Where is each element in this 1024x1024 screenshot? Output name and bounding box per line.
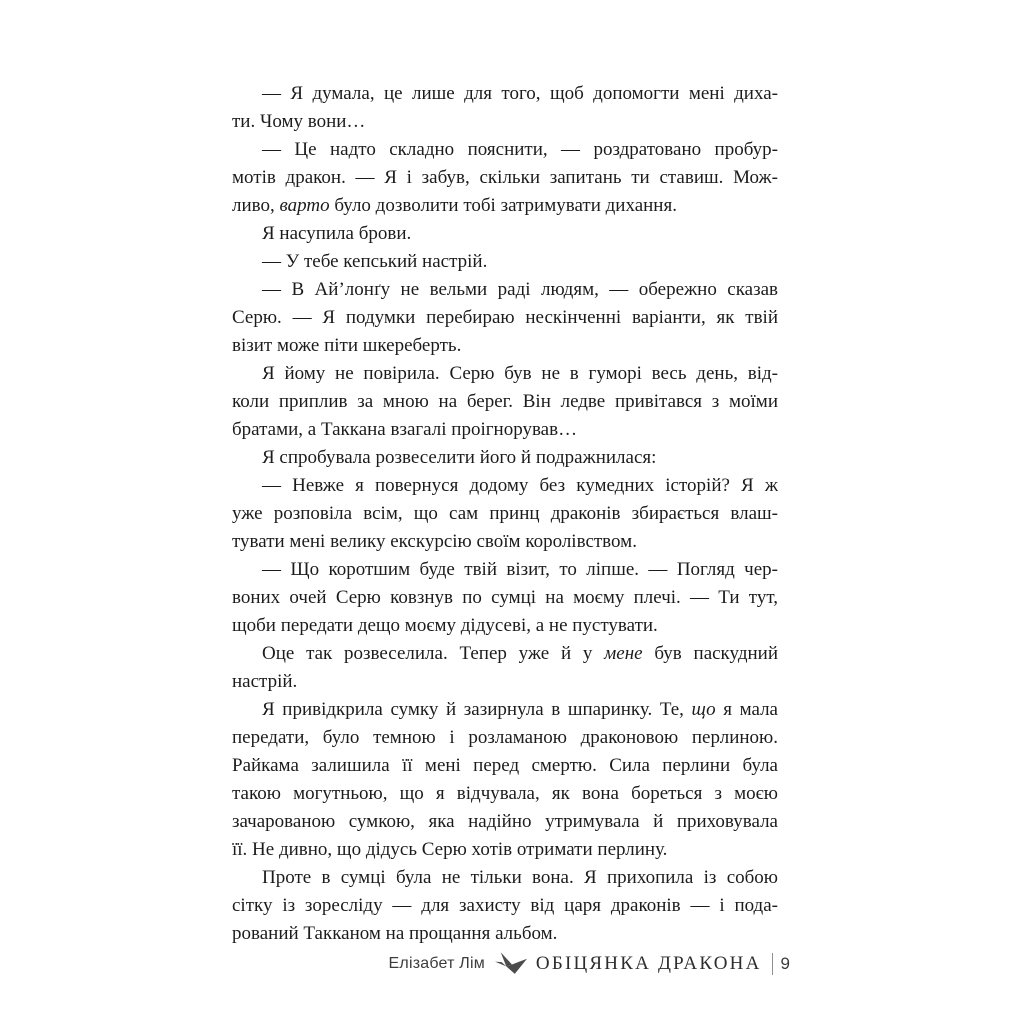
text-segment: Я спробувала розвеселити його й подражнилася: xyxy=(262,447,657,468)
paragraph xyxy=(232,276,778,360)
text-segment: уже розповіла всім, що сам принц драконів збирається влаш- xyxy=(232,503,778,524)
origami-crane-icon xyxy=(495,952,527,975)
text-segment: я мала xyxy=(715,699,778,720)
text-segment: сітку із зоресліду — для захисту від царя драконів — і пода- xyxy=(232,895,778,916)
text-segment: Я насупила брови. xyxy=(262,223,412,244)
text-line xyxy=(232,80,778,108)
text-line xyxy=(232,724,778,752)
book-title: ОБІЦЯНКА ДРАКОНА xyxy=(535,952,762,974)
paragraph xyxy=(232,248,778,276)
paragraph xyxy=(232,220,778,248)
text-segment: ти. Чому вони… xyxy=(232,111,366,132)
text-segment: Я привідкрила сумку й зазирнула в шпаринку. Те, xyxy=(262,699,692,720)
text-segment: — У тебе кепський настрій. xyxy=(262,251,488,272)
text-line xyxy=(232,556,778,584)
text-line xyxy=(232,892,778,920)
paragraph xyxy=(232,696,778,864)
text-line xyxy=(232,332,778,360)
text-line xyxy=(232,864,778,892)
page-text xyxy=(232,80,778,948)
footer-divider xyxy=(772,953,773,975)
text-line xyxy=(232,836,778,864)
page-number: 9 xyxy=(780,953,790,973)
text-line xyxy=(232,500,778,528)
text-line xyxy=(232,472,778,500)
text-segment: — Невже я повернуся додому без кумедних історій? Я ж xyxy=(262,475,778,496)
text-line xyxy=(232,696,778,724)
text-segment: — Що коротшим буде твій візит, то ліпше. — Погляд чер- xyxy=(262,559,778,580)
italic-word: що xyxy=(691,699,716,720)
text-line xyxy=(232,388,778,416)
text-line xyxy=(232,640,778,668)
text-segment: такою могутньою, що я відчувала, як вона бореться з моєю xyxy=(232,783,778,804)
text-line xyxy=(232,752,778,780)
text-line xyxy=(232,920,778,948)
text-segment: був паскудний xyxy=(642,643,778,664)
text-segment: — Це надто складно пояснити, — роздратовано пробур- xyxy=(262,139,778,160)
italic-word: мене xyxy=(604,643,643,664)
text-segment: візит може піти шкереберть. xyxy=(232,335,462,356)
text-segment: щоби передати дещо моєму дідусеві, а не пустувати. xyxy=(232,615,658,636)
text-line xyxy=(232,192,778,220)
text-segment: передати, було темною і розламаною драконовою перлиною. xyxy=(232,727,778,748)
text-line xyxy=(232,444,778,472)
text-segment: її. Не дивно, що дідусь Серю хотів отримати перлину. xyxy=(232,839,668,860)
paragraph xyxy=(232,556,778,640)
italic-word: варто xyxy=(279,195,330,216)
text-segment: воних очей Серю ковзнув по сумці на моєму плечі. — Ти тут, xyxy=(232,587,778,608)
text-line xyxy=(232,248,778,276)
text-line xyxy=(232,416,778,444)
text-segment: Я йому не повірила. Серю був не в гуморі весь день, від- xyxy=(262,363,778,384)
text-segment: зачарованою сумкою, яка надійно утримувала й приховувала xyxy=(232,811,778,832)
text-line xyxy=(232,780,778,808)
text-line xyxy=(232,136,778,164)
text-line xyxy=(232,612,778,640)
text-line xyxy=(232,276,778,304)
text-segment: Серю. — Я подумки перебираю нескінченні варіанти, як твій xyxy=(232,307,778,328)
paragraph xyxy=(232,360,778,444)
page-footer xyxy=(232,952,790,975)
text-line xyxy=(232,808,778,836)
text-line xyxy=(232,528,778,556)
text-line xyxy=(232,164,778,192)
text-segment: братами, а Таккана взагалі проігнорував… xyxy=(232,419,578,440)
paragraph xyxy=(232,444,778,472)
text-segment: Проте в сумці була не тільки вона. Я прихопила із собою xyxy=(262,867,778,888)
text-segment: — Я думала, це лише для того, щоб допомогти мені диха- xyxy=(262,83,778,104)
text-segment: Оце так розвеселила. Тепер уже й у xyxy=(262,643,605,664)
paragraph xyxy=(232,640,778,696)
text-segment: настрій. xyxy=(232,671,298,692)
text-segment: було дозволити тобі затримувати дихання. xyxy=(329,195,677,216)
text-line xyxy=(232,108,778,136)
author-name: Елізабет Лім xyxy=(388,954,485,972)
text-line xyxy=(232,360,778,388)
text-segment: — В Ай’лонґу не вельми раді людям, — обережно сказав xyxy=(262,279,778,300)
paragraph xyxy=(232,864,778,948)
paragraph xyxy=(232,136,778,220)
text-segment: рований Такканом на прощання альбом. xyxy=(232,923,558,944)
text-line xyxy=(232,220,778,248)
paragraph xyxy=(232,472,778,556)
text-line xyxy=(232,584,778,612)
paragraph xyxy=(232,80,778,136)
text-segment: Райкама залишила її мені перед смертю. Сила перлини була xyxy=(232,755,778,776)
text-segment: тувати мені велику екскурсію своїм королівством. xyxy=(232,531,637,552)
text-line xyxy=(232,304,778,332)
text-segment: ливо, xyxy=(232,195,280,216)
text-segment: коли приплив за мною на берег. Він ледве привітався з моїми xyxy=(232,391,778,412)
text-line xyxy=(232,668,778,696)
text-segment: мотів дракон. — Я і забув, скільки запитань ти ставиш. Мож- xyxy=(232,167,778,188)
